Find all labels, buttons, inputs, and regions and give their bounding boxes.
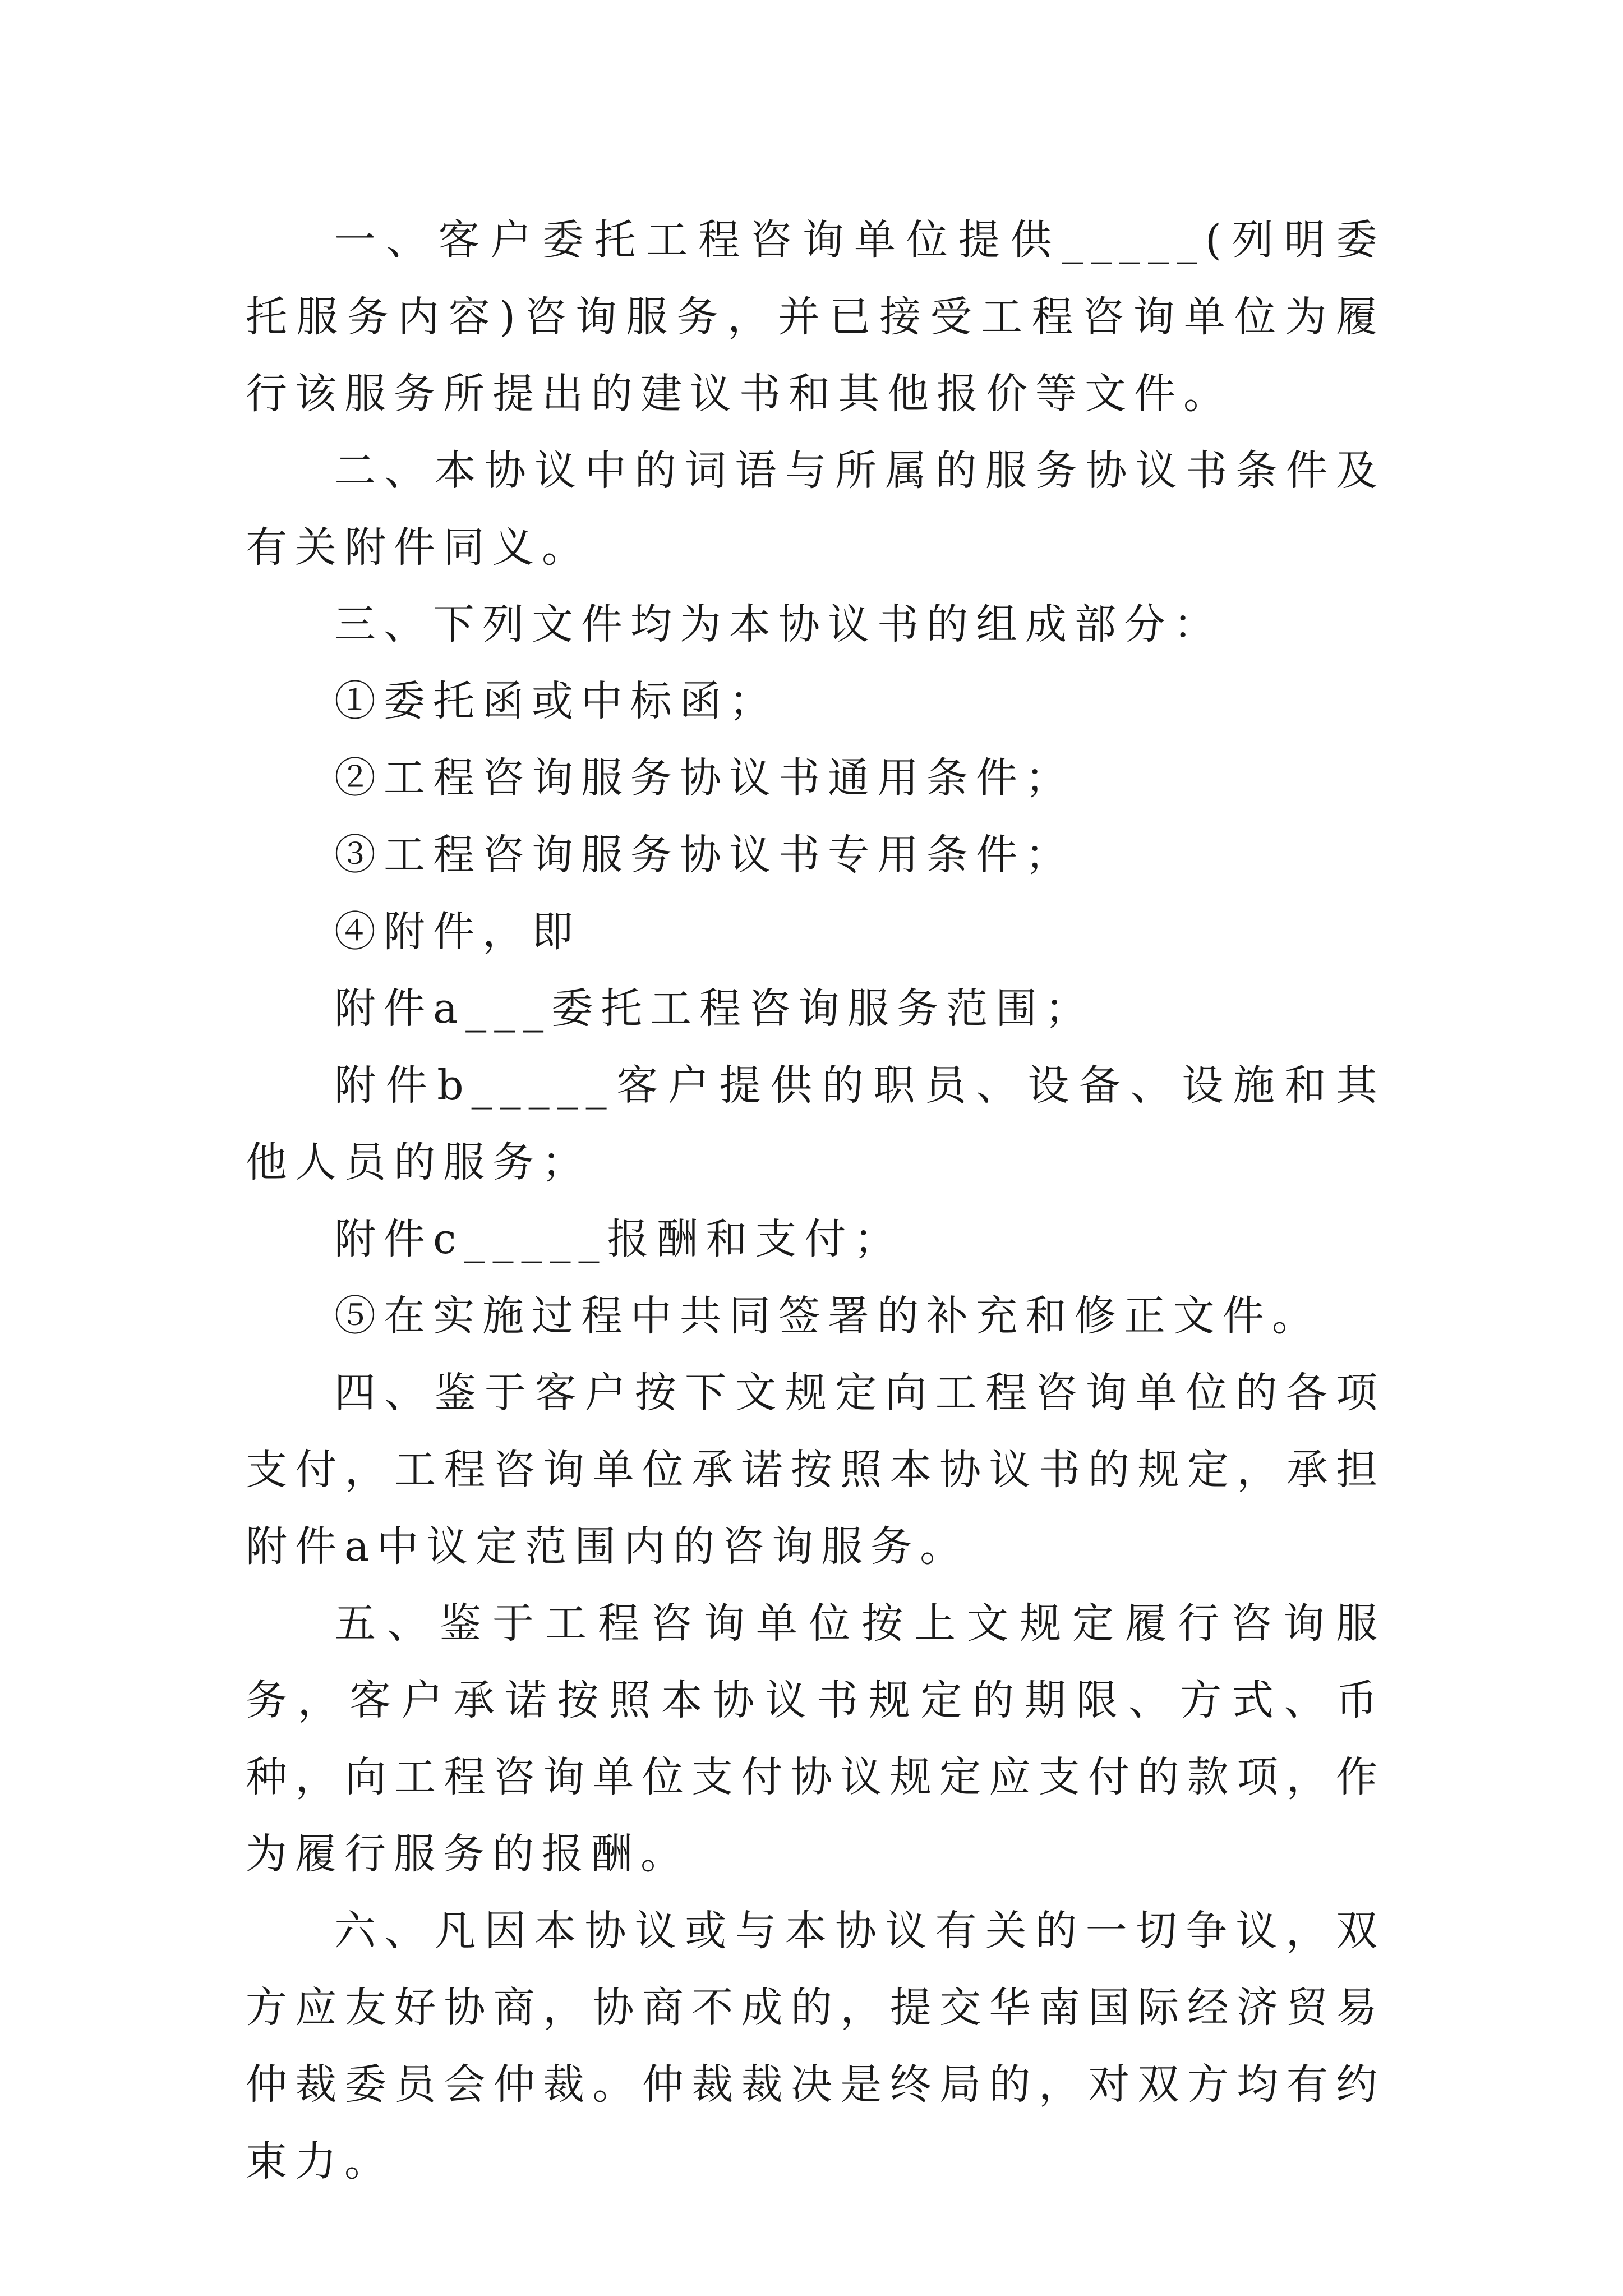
- attachment-c: 附件c_____报酬和支付；: [334, 1215, 903, 1263]
- document-body: [246, 202, 1385, 2200]
- clause-5-paragraph: 五、鉴于工程咨询单位按上文规定履行咨询服务，客户承诺按照本协议书规定的期限、方式、币种，向工程咨询单位支付协议规定应支付的款项，作为履行服务的报酬。: [246, 1599, 1385, 1878]
- list-item-3: ③工程咨询服务协议书专用条件；: [334, 831, 1075, 879]
- list-item-5: ⑤在实施过程中共同签署的补充和修正文件。: [334, 1292, 1321, 1340]
- clause-4-paragraph: 四、鉴于客户按下文规定向工程咨询单位的各项支付，工程咨询单位承诺按照本协议书的规定，承担附件a中议定范围内的咨询服务。: [246, 1369, 1385, 1571]
- list-item-4: ④附件，即: [334, 908, 581, 956]
- clause-1-paragraph: 一、客户委托工程咨询单位提供_____(列明委托服务内容)咨询服务，并已接受工程咨询单位为履行该服务所提出的建议书和其他报价等文件。: [246, 216, 1385, 418]
- clause-2-paragraph: 二、本协议中的词语与所属的服务协议书条件及有关附件同义。: [246, 447, 1385, 572]
- list-item-2: ②工程咨询服务协议书通用条件；: [334, 754, 1075, 802]
- list-item-1: ①委托函或中标函；: [334, 677, 778, 725]
- attachment-b: 附件b_____客户提供的职员、设备、设施和其他人员的服务；: [246, 1061, 1385, 1186]
- attachment-a: 附件a___委托工程咨询服务范围；: [334, 984, 1095, 1033]
- clause-6-paragraph: 六、凡因本协议或与本协议有关的一切争议，双方应友好协商，协商不成的，提交华南国际经济贸易仲裁委员会仲裁。仲裁裁决是终局的，对双方均有约束力。: [246, 1907, 1385, 2185]
- clause-3-paragraph: 三、下列文件均为本协议书的组成部分：: [334, 600, 1223, 648]
